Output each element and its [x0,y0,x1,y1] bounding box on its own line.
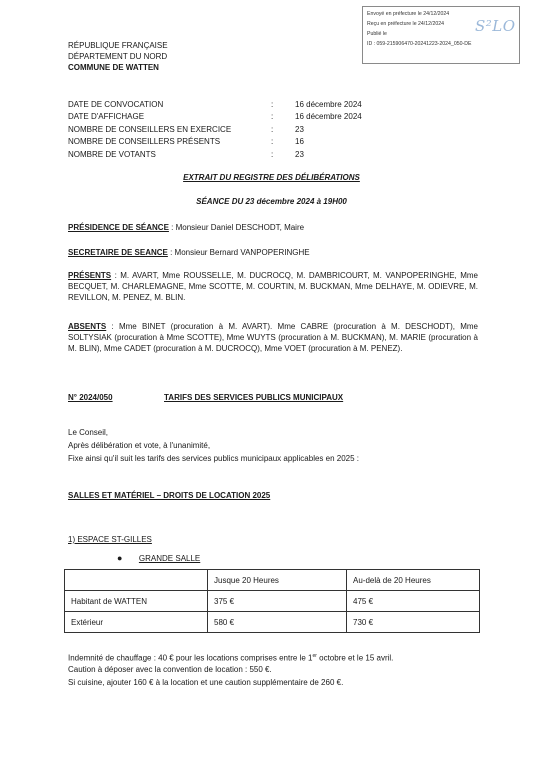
table-cell: 475 € [347,591,480,612]
meta-label: DATE D'AFFICHAGE [68,112,145,122]
table-cell: 375 € [208,591,347,612]
deliberation-number-line [68,392,113,403]
subsection-title: 1) ESPACE ST-GILLES [68,535,152,544]
present-paragraph [68,270,478,303]
meta-value: 16 [295,137,304,147]
slo-logo: S²LO [475,17,516,35]
stamp-received: Reçu en préfecture le 24/12/2024 [367,21,445,27]
absent-label: ABSENTS [68,322,107,331]
heating-sup: er [312,653,317,659]
table-header-cell: Au-delà de 20 Heures [347,570,480,591]
stamp-published: Publié le [367,31,387,37]
absent-paragraph [68,321,478,354]
body-line-1: Le Conseil, [68,428,109,437]
deposit-note: Caution à déposer avec la convention de location : 550 €. [68,665,272,674]
prefecture-stamp [362,6,520,64]
heating-text-b: octobre et le 15 avril. [316,653,394,663]
stamp-id: ID : 059-215906470-20241223-2024_050-DE [367,41,472,47]
meta-row [68,136,388,148]
kitchen-note: Si cuisine, ajouter 160 € à la location et une caution supplémentaire de 260 €. [68,678,344,687]
section-title: SALLES ET MATÉRIEL – DROITS DE LOCATION 2025 [68,491,271,500]
table-cell: Habitant de WATTEN [65,591,208,612]
presidency-line [68,222,304,233]
session-title: SÉANCE DU 23 décembre 2024 à 19H00 [196,197,347,206]
meta-sep: : [271,112,274,122]
table-header-cell [65,570,208,591]
secretary-text: : Monsieur Bernard VANPOPERINGHE [167,248,310,257]
deliberation-title: TARIFS DES SERVICES PUBLICS MUNICIPAUX [164,393,344,402]
header-department: DÉPARTEMENT DU NORD [68,52,168,61]
body-line-2: Après délibération et vote, à l'unanimité, [68,441,211,450]
deliberation-number: N° 2024/050 [68,393,113,402]
table-cell: 730 € [347,612,480,633]
header-commune: COMMUNE DE WATTEN [68,63,159,72]
header-republic: RÉPUBLIQUE FRANÇAISE [68,41,168,50]
table-header-row [65,570,480,591]
bullet-dot-icon: ● [117,553,123,563]
present-label: PRÉSENTS [68,271,112,280]
meta-sep: : [271,149,274,159]
meta-value: 16 décembre 2024 [295,112,362,122]
meta-value: 23 [295,149,304,159]
table-header-cell: Jusque 20 Heures [208,570,347,591]
meta-row [68,99,388,111]
meta-sep: : [271,100,274,109]
meta-label: DATE DE CONVOCATION [68,100,164,109]
table-cell: 580 € [208,612,347,633]
body-line-3: Fixe ainsi qu'il suit les tarifs des services publics municipaux applicables en 2025 : [68,454,360,463]
bullet-item [117,553,200,564]
meta-row [68,124,388,136]
heating-text-a: Indemnité de chauffage : 40 € pour les locations comprises entre le 1 [68,653,313,663]
table-row [65,591,480,612]
bullet-label: GRANDE SALLE [138,554,201,563]
secretary-line [68,247,310,258]
meta-row [68,149,388,161]
table-cell: Extérieur [65,612,208,633]
meta-row [68,111,388,123]
stamp-sent: Envoyé en préfecture le 24/12/2024 [367,11,450,17]
meta-label: NOMBRE DE VOTANTS [68,149,156,159]
tarifs-table [64,569,480,633]
heating-note [68,651,393,664]
meeting-meta [68,99,388,161]
presidency-label: PRÉSIDENCE DE SÉANCE [68,223,169,232]
meta-value: 16 décembre 2024 [295,100,362,109]
table-row [65,612,480,633]
meta-label: NOMBRE DE CONSEILLERS PRÉSENTS [68,137,221,147]
meta-sep: : [271,137,274,147]
meta-sep: : [271,124,274,134]
document-header [68,40,168,73]
extract-title: EXTRAIT DU REGISTRE DES DÉLIBÉRATIONS [183,173,360,182]
presidency-text: : Monsieur Daniel DESCHODT, Maire [168,223,305,232]
meta-label: NOMBRE DE CONSEILLERS EN EXERCICE [68,124,232,134]
meta-value: 23 [295,124,304,134]
secretary-label: SECRETAIRE DE SEANCE [68,248,168,257]
absent-text: : Mme BINET (procuration à M. AVART). Mme CABRE (procuration à M. DESCHODT), Mme SOLTYSIAK (procuration à Mme SCOTTE), Mme WUYTS (procuration à M. BUCKMAN), M. MARIE (procuration à M. BLIN), Mme CADET (procuration à M. DUCROCQ), Mme VOET (procuration à M. PENEZ). [68,322,478,353]
present-text: : M. AVART, Mme ROUSSELLE, M. DUCROCQ, M. DAMBRICOURT, M. VANPOPERINGHE, Mme BECQUET, M. CHARLEMAGNE, Mme SCOTTE, M. COURTIN, M. BUCKMAN, Mme DELHAYE, M. ODIEVRE, M. REVILLON, M. PENEZ, M. BLIN. [68,271,478,302]
